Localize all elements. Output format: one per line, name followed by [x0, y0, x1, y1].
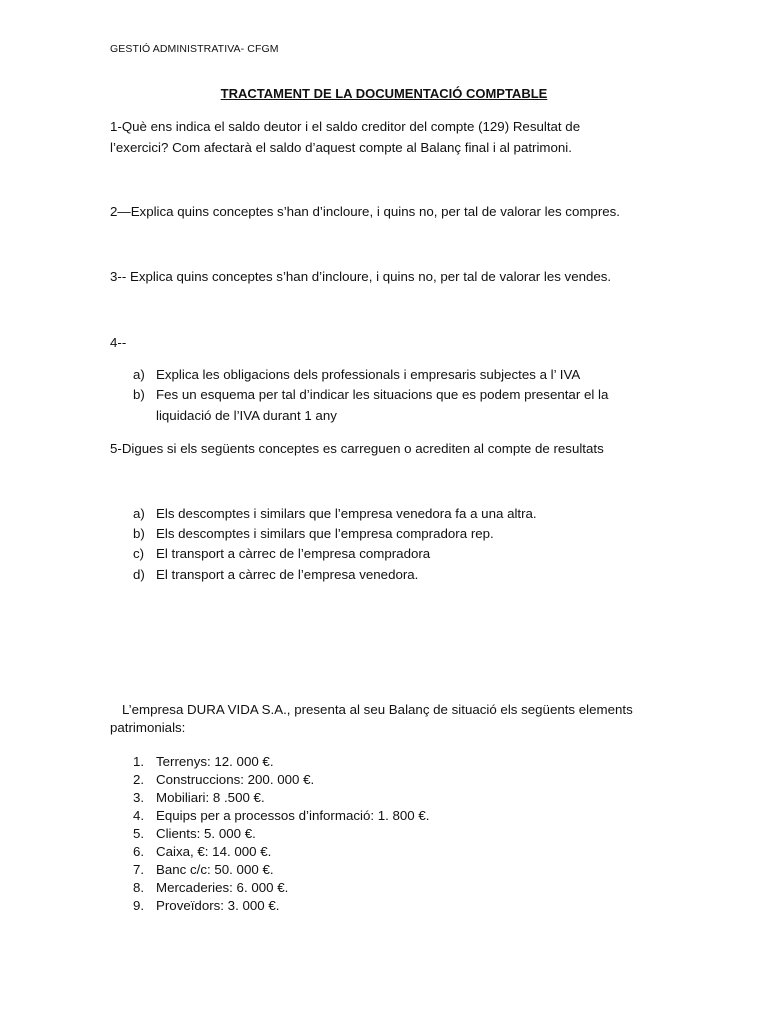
list-item-text: Terrenys: 12. 000 €.	[156, 754, 274, 769]
question-3: 3-- Explica quins conceptes s’han d’incloure, i quins no, per tal de valorar les vendes.	[110, 269, 612, 284]
exercise-item-8	[133, 879, 288, 897]
list-item-text: El transport a càrrec de l’empresa venedora.	[156, 567, 419, 582]
list-item-text: El transport a càrrec de l’empresa compradora	[156, 546, 431, 561]
list-item-text: Equips per a processos d’informació: 1. 800 €.	[156, 808, 430, 823]
exercise-item-2	[133, 771, 314, 789]
exercise-item-1	[133, 753, 274, 771]
list-item-text: Explica les obligacions dels professionals i empresaris subjectes a l’ IVA	[156, 367, 581, 382]
list-item-text: Mobiliari: 8 .500 €.	[156, 790, 265, 805]
page-header: GESTIÓ ADMINISTRATIVA- CFGM	[110, 43, 279, 55]
list-item-text: Construccions: 200. 000 €.	[156, 772, 315, 787]
list-marker: b)	[133, 387, 145, 402]
list-marker: 8.	[133, 880, 145, 895]
list-item-text: Els descomptes i similars que l’empresa compradora rep.	[156, 526, 494, 541]
list-marker: a)	[133, 506, 145, 521]
exercise-item-9	[133, 897, 279, 915]
list-item-text: Banc c/c: 50. 000 €.	[156, 862, 274, 877]
exercise-item-7	[133, 861, 274, 879]
exercise-item-4	[133, 807, 429, 825]
exercise-intro-line-1: L’empresa DURA VIDA S.A., presenta al seu Balanç de situació els següents elements	[122, 702, 633, 717]
list-marker: 2.	[133, 772, 145, 787]
question-4-label: 4--	[110, 335, 127, 350]
exercise-item-5	[133, 825, 256, 843]
document-title: TRACTAMENT DE LA DOCUMENTACIÓ COMPTABLE	[220, 86, 548, 101]
list-item-text: Fes un esquema per tal d’indicar les situacions que es podem presentar el la	[156, 387, 609, 402]
list-item-text: Els descomptes i similars que l’empresa venedora fa a una altra.	[156, 506, 537, 521]
list-marker: b)	[133, 526, 145, 541]
list-marker: 4.	[133, 808, 145, 823]
list-marker: c)	[133, 546, 145, 561]
question-4-item-b	[133, 385, 608, 405]
question-5-item-b	[133, 524, 494, 544]
question-5-item-d	[133, 565, 418, 585]
question-1	[110, 116, 650, 158]
list-marker: 7.	[133, 862, 145, 877]
question-2: 2—Explica quins conceptes s’han d’incloure, i quins no, per tal de valorar les compres.	[110, 204, 620, 219]
list-marker: 3.	[133, 790, 145, 805]
question-1-line-1: 1-Què ens indica el saldo deutor i el saldo creditor del compte (129) Resultat de	[110, 119, 581, 134]
exercise-item-6	[133, 843, 271, 861]
list-marker: 9.	[133, 898, 145, 913]
list-marker: 5.	[133, 826, 145, 841]
exercise-intro	[110, 701, 710, 737]
list-marker: 6.	[133, 844, 145, 859]
exercise-item-3	[133, 789, 265, 807]
list-item-text: Mercaderies: 6. 000 €.	[156, 880, 289, 895]
question-5-item-a	[133, 504, 537, 524]
list-item-text: Clients: 5. 000 €.	[156, 826, 256, 841]
question-4-item-a	[133, 365, 580, 385]
list-item-text: Proveïdors: 3. 000 €.	[156, 898, 280, 913]
question-5-intro: 5-Digues si els següents conceptes es carreguen o acrediten al compte de resultats	[110, 441, 604, 456]
question-4-item-b-continuation: liquidació de l’IVA durant 1 any	[156, 408, 337, 423]
exercise-intro-line-2: patrimonials:	[110, 720, 186, 735]
list-marker: d)	[133, 567, 145, 582]
question-5-item-c	[133, 544, 430, 564]
question-1-line-2: l’exercici? Com afectarà el saldo d’aquest compte al Balanç final i al patrimoni.	[110, 140, 572, 155]
list-item-text: Caixa, €: 14. 000 €.	[156, 844, 272, 859]
list-marker: a)	[133, 367, 145, 382]
list-marker: 1.	[133, 754, 145, 769]
